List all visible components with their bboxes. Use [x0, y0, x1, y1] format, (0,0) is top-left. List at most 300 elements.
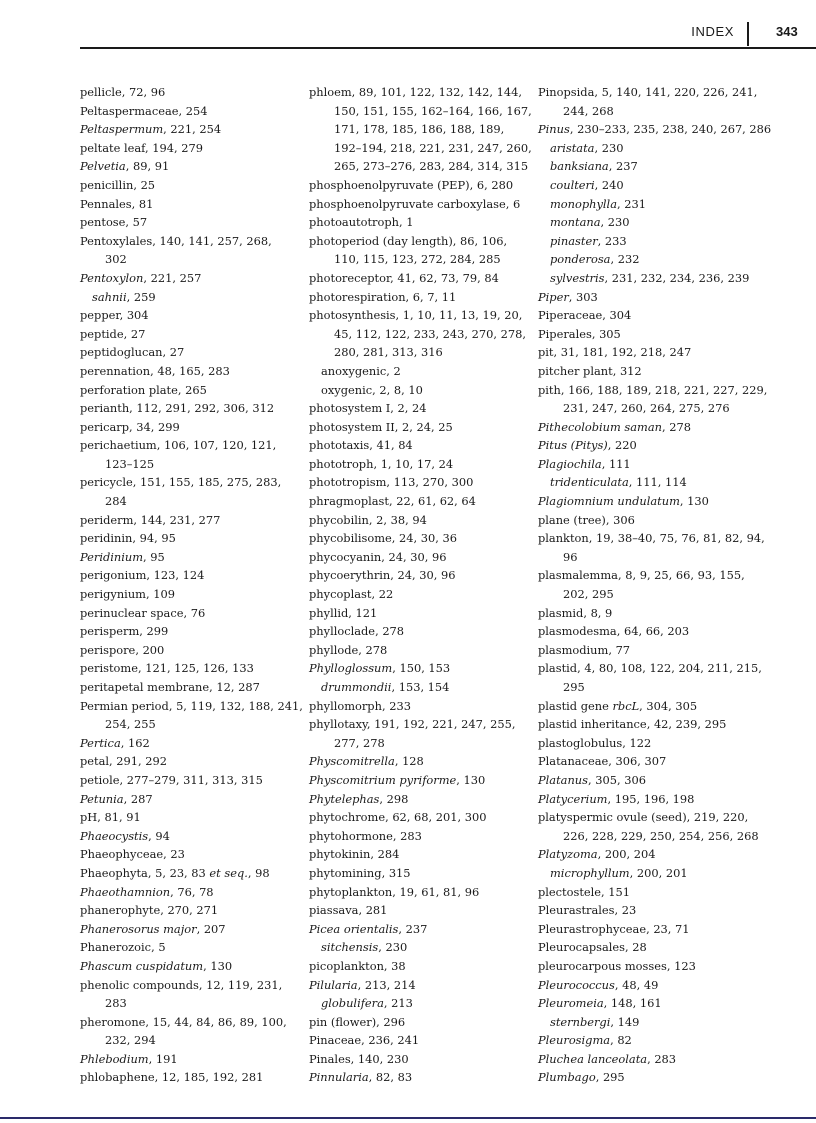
page-refs-continued: 244, 268 [563, 103, 614, 118]
index-entry: Phaeocystis, 94 [80, 828, 170, 843]
page-refs: 12, 185, 192, 281 [161, 1070, 264, 1085]
page-refs: 312 [619, 363, 642, 378]
index-term: Piperaceae [538, 308, 603, 323]
index-term: perichaetium [80, 438, 157, 453]
index-subentry: anoxygenic, 2 [321, 363, 401, 378]
page-refs-continued: 171, 178, 185, 186, 188, 189, [334, 122, 505, 137]
index-term: phlobaphene [80, 1070, 155, 1085]
page-refs: 2 [393, 363, 401, 378]
index-term: Physcomitrella [309, 754, 395, 769]
index-term: photosystem II [309, 419, 395, 434]
index-term: Piperales [538, 326, 592, 341]
index-entry: perennation, 48, 165, 283 [80, 363, 230, 378]
page-refs: 64, 66, 203 [623, 624, 690, 639]
page-refs: 6 [512, 196, 521, 211]
page-refs: 295 [602, 1070, 625, 1085]
index-term: tridenticulata [550, 475, 629, 490]
index-subentry: tridenticulata, 111, 114 [550, 475, 687, 490]
index-entry: plastid, 4, 80, 108, 122, 204, 211, 215, 295 [538, 659, 758, 696]
index-term: phylloclade [309, 624, 376, 639]
page-refs-continued: 280, 281, 313, 316 [334, 345, 443, 360]
index-subentry: monophylla, 231 [550, 196, 646, 211]
page-refs: 23 [621, 903, 637, 918]
index-entry: photoperiod (day length), 86, 106, 110, 115, 123, 272, 284, 285 [309, 232, 524, 269]
index-term: phenolic compounds [80, 977, 199, 992]
index-entry: Pinopsida, 5, 140, 141, 220, 226, 241, 244, 268 [538, 83, 758, 120]
index-entry: Picea orientalis, 237 [309, 921, 428, 936]
page-refs: 24, 30, 96 [388, 549, 447, 564]
index-entry: photosynthesis, 1, 10, 11, 13, 19, 20, 45, 112, 122, 233, 243, 270, 278, 280, 281, 313, 316 [309, 306, 524, 362]
index-entry: Platanus, 305, 306 [538, 772, 646, 787]
index-entry: phytomining, 315 [309, 865, 411, 880]
index-entry: phycobilisome, 24, 30, 36 [309, 531, 457, 546]
index-entry: Physcomitrium pyriforme, 130 [309, 772, 486, 787]
page-refs: 191 [155, 1051, 178, 1066]
page-refs: 306, 307 [615, 754, 667, 769]
page-refs-continued: 96 [563, 549, 578, 564]
page-refs: 23, 71 [653, 921, 690, 936]
index-entry: Plagiochila, 111 [538, 456, 631, 471]
index-subentry: microphyllum, 200, 201 [550, 865, 688, 880]
index-entry: peritapetal membrane, 12, 287 [80, 680, 260, 694]
index-term: Pinopsida [538, 85, 595, 99]
index-term: Pluchea lanceolata [538, 1051, 648, 1066]
index-entry: petal, 291, 292 [80, 754, 168, 769]
page-refs-continued: 110, 115, 123, 272, 284, 285 [334, 252, 501, 267]
index-term: Peltaspermum [80, 122, 164, 137]
index-term: perispore [80, 642, 136, 657]
index-term-italic: rbcL [612, 698, 640, 713]
index-term: Plumbago [538, 1070, 596, 1085]
page-refs: 237 [615, 159, 638, 174]
page-refs: 2, 8, 10 [379, 382, 423, 397]
index-entry: Petunia, 287 [80, 791, 153, 806]
index-term: Piper [538, 289, 569, 304]
index-term: peritapetal membrane [80, 680, 210, 694]
index-term: pericycle [80, 475, 133, 490]
index-entry: photoautotroph, 1 [309, 215, 414, 230]
index-entry: peptidoglucan, 27 [80, 345, 185, 360]
page-refs: 230 [607, 215, 630, 230]
page-refs: 111, 114 [636, 475, 687, 490]
index-entry: Pleurastrales, 23 [538, 903, 637, 918]
page-refs: 304 [609, 308, 632, 323]
index-entry: pepper, 304 [80, 308, 149, 323]
page-refs: 48, 49 [622, 977, 659, 992]
page-refs: 305 [599, 326, 621, 341]
page-refs: 94, 95 [139, 531, 176, 546]
index-term: pericarp [80, 419, 130, 434]
page-refs: 2, 38, 94 [376, 512, 427, 527]
index-term: globulifera [321, 996, 384, 1011]
index-entry: Phascum cuspidatum, 130 [80, 958, 233, 973]
page-refs: 1, 10, 11, 13, 19, 20, [402, 308, 523, 323]
page-refs: 6, 280 [476, 177, 514, 192]
index-term: plectostele [538, 884, 602, 899]
page-refs: 291, 292 [116, 754, 168, 769]
index-term: Plagiomnium undulatum [538, 494, 680, 509]
page-refs: 191, 192, 221, 247, 255, [374, 717, 516, 732]
page-refs: 299 [146, 624, 169, 639]
index-term: phloem [309, 85, 352, 99]
page-refs: 287 [130, 791, 153, 806]
index-term: Pinaceae [309, 1033, 362, 1048]
index-term: Phytelephas [309, 791, 380, 806]
index-subentry: globulifera, 213 [321, 996, 413, 1011]
index-entry: phloem, 89, 101, 122, 132, 142, 144, 150, 151, 155, 162–164, 166, 167, 171, 178, 185, 186, 188, 189, 192–194, 218, 221, 231, 247, 260, 265, 273–276, 283, 284, 314, 315 [309, 83, 524, 176]
index-subentry: ponderosa, 232 [550, 252, 640, 267]
index-term: phytokinin [309, 847, 371, 862]
page-refs-continued: 295 [563, 680, 585, 694]
index-term: perigonium [80, 568, 147, 583]
index-term: Peltaspermaceae [80, 103, 179, 118]
index-term: Phaeophyta [80, 865, 148, 880]
index-entry: phyllode, 278 [309, 642, 388, 657]
index-entry: Pelvetia, 89, 91 [80, 159, 170, 174]
index-entry: photoreceptor, 41, 62, 73, 79, 84 [309, 270, 499, 285]
index-entry: periderm, 144, 231, 277 [80, 512, 221, 527]
page-refs: 81, 91 [104, 810, 141, 825]
index-subentry: aristata, 230 [550, 140, 624, 155]
page-refs: 194, 279 [152, 140, 203, 155]
page-refs: 57 [132, 215, 148, 230]
page-refs: 220 [615, 438, 637, 453]
page-refs: 130 [210, 958, 233, 973]
index-term: Pentoxylales [80, 233, 153, 248]
index-column-3 [538, 83, 772, 1087]
index-entry: plankton, 19, 38–40, 75, 76, 81, 82, 94, 96 [538, 529, 758, 566]
page-refs: 298 [386, 791, 409, 806]
index-column-2 [309, 83, 532, 1087]
page-refs-continued: 45, 112, 122, 233, 243, 270, 278, [334, 326, 527, 341]
page-refs: 1 [406, 215, 414, 230]
page-refs: 166, 188, 189, 218, 221, 227, 229, [568, 382, 768, 397]
index-entry: peltate leaf, 194, 279 [80, 140, 203, 155]
index-term: phytoplankton [309, 884, 393, 899]
page-refs: 232 [617, 252, 640, 267]
index-entry: plasmalemma, 8, 9, 25, 66, 93, 155, 202, 295 [538, 566, 758, 603]
index-term: photoreceptor [309, 270, 391, 285]
page-refs-continued: 123–125 [105, 456, 155, 471]
page-refs: 213 [391, 996, 413, 1011]
index-term: phosphoenolpyruvate (PEP) [309, 177, 470, 192]
page-refs: 42, 239, 295 [653, 717, 727, 732]
index-term: perennation [80, 363, 151, 378]
page-refs: 48, 165, 283 [157, 363, 230, 378]
index-entry: photosystem II, 2, 24, 25 [309, 419, 453, 434]
index-term: phycocyanin [309, 549, 382, 564]
index-entry: peptide, 27 [80, 326, 146, 341]
page-refs: 265 [185, 382, 207, 397]
page-refs: 296 [383, 1014, 406, 1029]
index-entry: plasmodium, 77 [538, 642, 631, 657]
index-term: montana [550, 215, 601, 230]
index-term: pin (flower) [309, 1014, 377, 1029]
index-term: plasmalemma [538, 568, 618, 583]
page-refs: 106, 107, 120, 121, [163, 438, 277, 453]
index-term: sternbergi [550, 1014, 611, 1029]
index-term: periderm [80, 512, 134, 527]
index-term: peptide [80, 326, 124, 341]
index-term: plastid [538, 661, 578, 676]
index-term: photosynthesis [309, 308, 396, 323]
index-term: Pleuromeia [538, 996, 604, 1011]
index-term: phosphoenolpyruvate carboxylase [309, 196, 506, 211]
index-term: plastoglobulus [538, 735, 623, 750]
index-term: perinuclear space [80, 605, 184, 620]
page-refs: 77 [615, 642, 631, 657]
page-refs: 240 [601, 177, 624, 192]
page-refs: 62, 68, 201, 300 [392, 810, 487, 825]
page-refs-continued: 283 [105, 996, 127, 1011]
page-refs-continued: 302 [105, 252, 127, 267]
index-entry: Platycerium, 195, 196, 198 [538, 791, 695, 806]
page-refs-continued: 254, 255 [105, 717, 156, 732]
index-subentry: sahnii, 259 [92, 289, 156, 304]
page-refs: 31, 181, 192, 218, 247 [560, 345, 692, 360]
index-entry: Phaeophyta, 5, 23, 83 et seq., 98 [80, 865, 270, 880]
index-term: perforation plate [80, 382, 178, 397]
index-entry: Phlebodium, 191 [80, 1051, 178, 1066]
page-refs: 304, 305 [646, 698, 698, 713]
page-refs: 151 [608, 884, 631, 899]
page-refs: 277–279, 311, 313, 315 [126, 772, 263, 787]
index-entry: Pilularia, 213, 214 [309, 977, 416, 992]
index-entry: perigynium, 109 [80, 587, 175, 602]
page-refs: 22 [378, 587, 394, 602]
section-title: INDEX [691, 24, 734, 39]
page-refs: 24, 30, 36 [399, 531, 457, 546]
page-refs: 130 [463, 772, 486, 787]
index-term: phototropism [309, 475, 387, 490]
index-term: peristome [80, 661, 138, 676]
index-term: phytohormone [309, 828, 393, 843]
index-term: drummondii [321, 680, 392, 694]
page-refs: 27 [169, 345, 185, 360]
index-entry: Phanerosorus major, 207 [80, 921, 226, 936]
index-entry: Pentoxylon, 221, 257 [80, 270, 202, 285]
page-refs: 15, 44, 84, 86, 89, 100, [152, 1014, 287, 1029]
index-term: Pleurosigma [538, 1033, 611, 1048]
page-refs: 123 [674, 958, 696, 973]
index-entry: plastid gene rbcL, 304, 305 [538, 698, 698, 713]
index-term: Pleurocapsales [538, 940, 626, 955]
index-term: Pilularia [309, 977, 358, 992]
index-entry: phanerophyte, 270, 271 [80, 903, 219, 918]
index-term: Phaeophyceae [80, 847, 164, 862]
page-refs: 148, 161 [610, 996, 662, 1011]
index-term: Pinales [309, 1051, 351, 1066]
page-refs: 278 [669, 419, 691, 434]
index-term: phyllomorph [309, 698, 382, 713]
index-entry: phycoerythrin, 24, 30, 96 [309, 568, 456, 583]
index-term: phototroph [309, 456, 374, 471]
index-entry: phototaxis, 41, 84 [309, 438, 413, 453]
header-rule [80, 47, 816, 49]
index-term: pepper [80, 308, 120, 323]
running-head [0, 22, 816, 42]
index-entry: pitcher plant, 312 [538, 363, 642, 378]
index-term: Phanerosorus major [80, 921, 197, 936]
index-entry: Peltaspermum, 221, 254 [80, 122, 222, 137]
index-term: Pleurastrophyceae [538, 921, 647, 936]
index-entry: phragmoplast, 22, 61, 62, 64 [309, 494, 476, 509]
index-entry: pH, 81, 91 [80, 810, 141, 825]
index-term: sitchensis [321, 940, 379, 955]
index-entry: Platyzoma, 200, 204 [538, 847, 656, 862]
page-refs: 151, 155, 185, 275, 283, [139, 475, 282, 490]
index-entry: Pithecolobium saman, 278 [538, 419, 691, 434]
index-subentry: sitchensis, 230 [321, 940, 408, 955]
index-entry: phosphoenolpyruvate (PEP), 6, 280 [309, 177, 514, 192]
index-term: plasmodium [538, 642, 609, 657]
index-term: photoautotroph [309, 215, 399, 230]
header-divider [747, 22, 749, 46]
page-refs: 195, 196, 198 [614, 791, 695, 806]
index-term: sahnii [92, 289, 127, 304]
index-term: Phylloglossum [309, 661, 393, 676]
index-entry: phototroph, 1, 10, 17, 24 [309, 456, 454, 471]
page-refs: 230 [601, 140, 624, 155]
index-subentry: sylvestris, 231, 232, 234, 236, 239 [550, 270, 750, 285]
page-refs: 72, 96 [128, 85, 166, 99]
page-refs: 162 [127, 735, 150, 750]
index-term: pith [538, 382, 561, 397]
page-refs: 305, 306 [595, 772, 646, 787]
page-refs: 233 [604, 233, 627, 248]
index-term: Platyzoma [538, 847, 598, 862]
index-term: Pleurococcus [538, 977, 615, 992]
index-term: phycoplast [309, 587, 372, 602]
index-term: perisperm [80, 624, 140, 639]
index-term: phytomining [309, 865, 382, 880]
index-entry: platyspermic ovule (seed), 219, 220, 226, 228, 229, 250, 254, 256, 268 [538, 808, 758, 845]
index-entry: Phytelephas, 298 [309, 791, 409, 806]
page-refs: 76, 78 [177, 884, 214, 899]
index-term: Platanaceae [538, 754, 609, 769]
page-refs: 23 [170, 847, 185, 862]
page-refs: 41, 84 [376, 438, 413, 453]
index-term: oxygenic [321, 382, 373, 397]
index-term: Pinus [538, 122, 570, 137]
page-refs: 4, 80, 108, 122, 204, 211, 215, [584, 661, 762, 676]
index-term: sylvestris [550, 270, 605, 285]
page-refs: 5, 119, 132, 188, 241, [176, 698, 303, 713]
page-refs: 254 [185, 103, 208, 118]
index-term: pH [80, 810, 98, 825]
index-term: photoperiod (day length) [309, 233, 453, 248]
page-refs-continued: 202, 295 [563, 587, 614, 602]
page-refs: 231, 232, 234, 236, 239 [611, 270, 750, 285]
index-entry: Peltaspermaceae, 254 [80, 103, 208, 118]
index-term: plastid gene [538, 698, 609, 713]
index-entry: Pinales, 140, 230 [309, 1051, 409, 1066]
page-refs: 283 [400, 828, 422, 843]
index-entry: petiole, 277–279, 311, 313, 315 [80, 772, 263, 787]
index-entry: phylloclade, 278 [309, 624, 405, 639]
page-refs: 140, 141, 257, 268, [159, 233, 272, 248]
index-term: banksiana [550, 159, 609, 174]
index-term: Phaeocystis [80, 828, 149, 843]
index-term: Phascum cuspidatum [80, 958, 204, 973]
index-entry: phyllid, 121 [309, 605, 378, 620]
index-entry: plectostele, 151 [538, 884, 631, 899]
index-entry: plastid inheritance, 42, 239, 295 [538, 717, 727, 732]
index-term: photosystem I [309, 401, 391, 416]
page-refs: 2, 24 [397, 401, 427, 416]
index-entry: perforation plate, 265 [80, 382, 207, 397]
page-refs: 86, 106, [460, 233, 508, 248]
index-term: perianth [80, 401, 130, 416]
page-refs: 12, 287 [216, 680, 260, 694]
page-refs: 281 [365, 903, 388, 918]
index-term: plastid inheritance [538, 717, 647, 732]
page-refs: 231 [624, 196, 646, 211]
page-refs: 38 [391, 958, 406, 973]
page-refs: 34, 299 [136, 419, 180, 434]
index-entry: plasmid, 8, 9 [538, 605, 613, 620]
index-entry: pith, 166, 188, 189, 218, 221, 227, 229, 231, 247, 260, 264, 275, 276 [538, 381, 758, 418]
index-term: petiole [80, 772, 120, 787]
index-term: Pitus (Pitys) [538, 438, 608, 453]
index-term: platyspermic ovule (seed) [538, 810, 687, 825]
page-refs: 41, 62, 73, 79, 84 [397, 270, 499, 285]
page-refs: 95 [150, 549, 165, 564]
page-refs: 76 [190, 605, 206, 620]
index-entry: Pleurastrophyceae, 23, 71 [538, 921, 690, 936]
index-entry: phyllomorph, 233 [309, 698, 411, 713]
page-refs: 270, 271 [167, 903, 219, 918]
index-term: piassava [309, 903, 359, 918]
index-term: Physcomitrium pyriforme [309, 772, 457, 787]
index-term: Petunia [80, 791, 124, 806]
index-entry: Pertica, 162 [80, 735, 150, 750]
page-refs: 121, 125, 126, 133 [145, 661, 254, 676]
page-refs: 140, 230 [357, 1051, 409, 1066]
index-entry: perianth, 112, 291, 292, 306, 312 [80, 401, 275, 416]
page-refs: 122 [629, 735, 652, 750]
index-entry: photosystem I, 2, 24 [309, 401, 427, 416]
index-entry: perigonium, 123, 124 [80, 568, 205, 583]
index-term: peridinin [80, 531, 133, 546]
index-entry: pleurocarpous mosses, 123 [538, 958, 696, 973]
index-entry: phycocyanin, 24, 30, 96 [309, 549, 447, 564]
index-subentry: banksiana, 237 [550, 159, 638, 174]
page-refs: 19, 61, 81, 96 [399, 884, 480, 899]
index-term: pit [538, 345, 554, 360]
page-refs: 130 [687, 494, 709, 509]
index-term: pleurocarpous mosses [538, 958, 667, 973]
page-refs: 237 [405, 921, 428, 936]
page-refs: 5 [158, 940, 166, 955]
index-entry: phototropism, 113, 270, 300 [309, 475, 474, 490]
page-refs: 283 [654, 1051, 677, 1066]
index-entry: perichaetium, 106, 107, 120, 121, 123–125 [80, 436, 295, 473]
index-term: aristata [550, 140, 595, 155]
index-entry: Piperales, 305 [538, 326, 621, 341]
page-refs: 233 [389, 698, 411, 713]
index-term: phycoerythrin [309, 568, 391, 583]
index-entry: Piper, 303 [538, 289, 598, 304]
index-column-1 [80, 83, 303, 1087]
index-term: phototaxis [309, 438, 370, 453]
page-refs: 200, 201 [636, 865, 688, 880]
page-refs: 19, 38–40, 75, 76, 81, 82, 94, [596, 531, 765, 546]
index-entry: picoplankton, 38 [309, 958, 406, 973]
page-refs: 144, 231, 277 [140, 512, 221, 527]
index-entry: perisperm, 299 [80, 624, 169, 639]
page-refs: 219, 220, [693, 810, 749, 825]
